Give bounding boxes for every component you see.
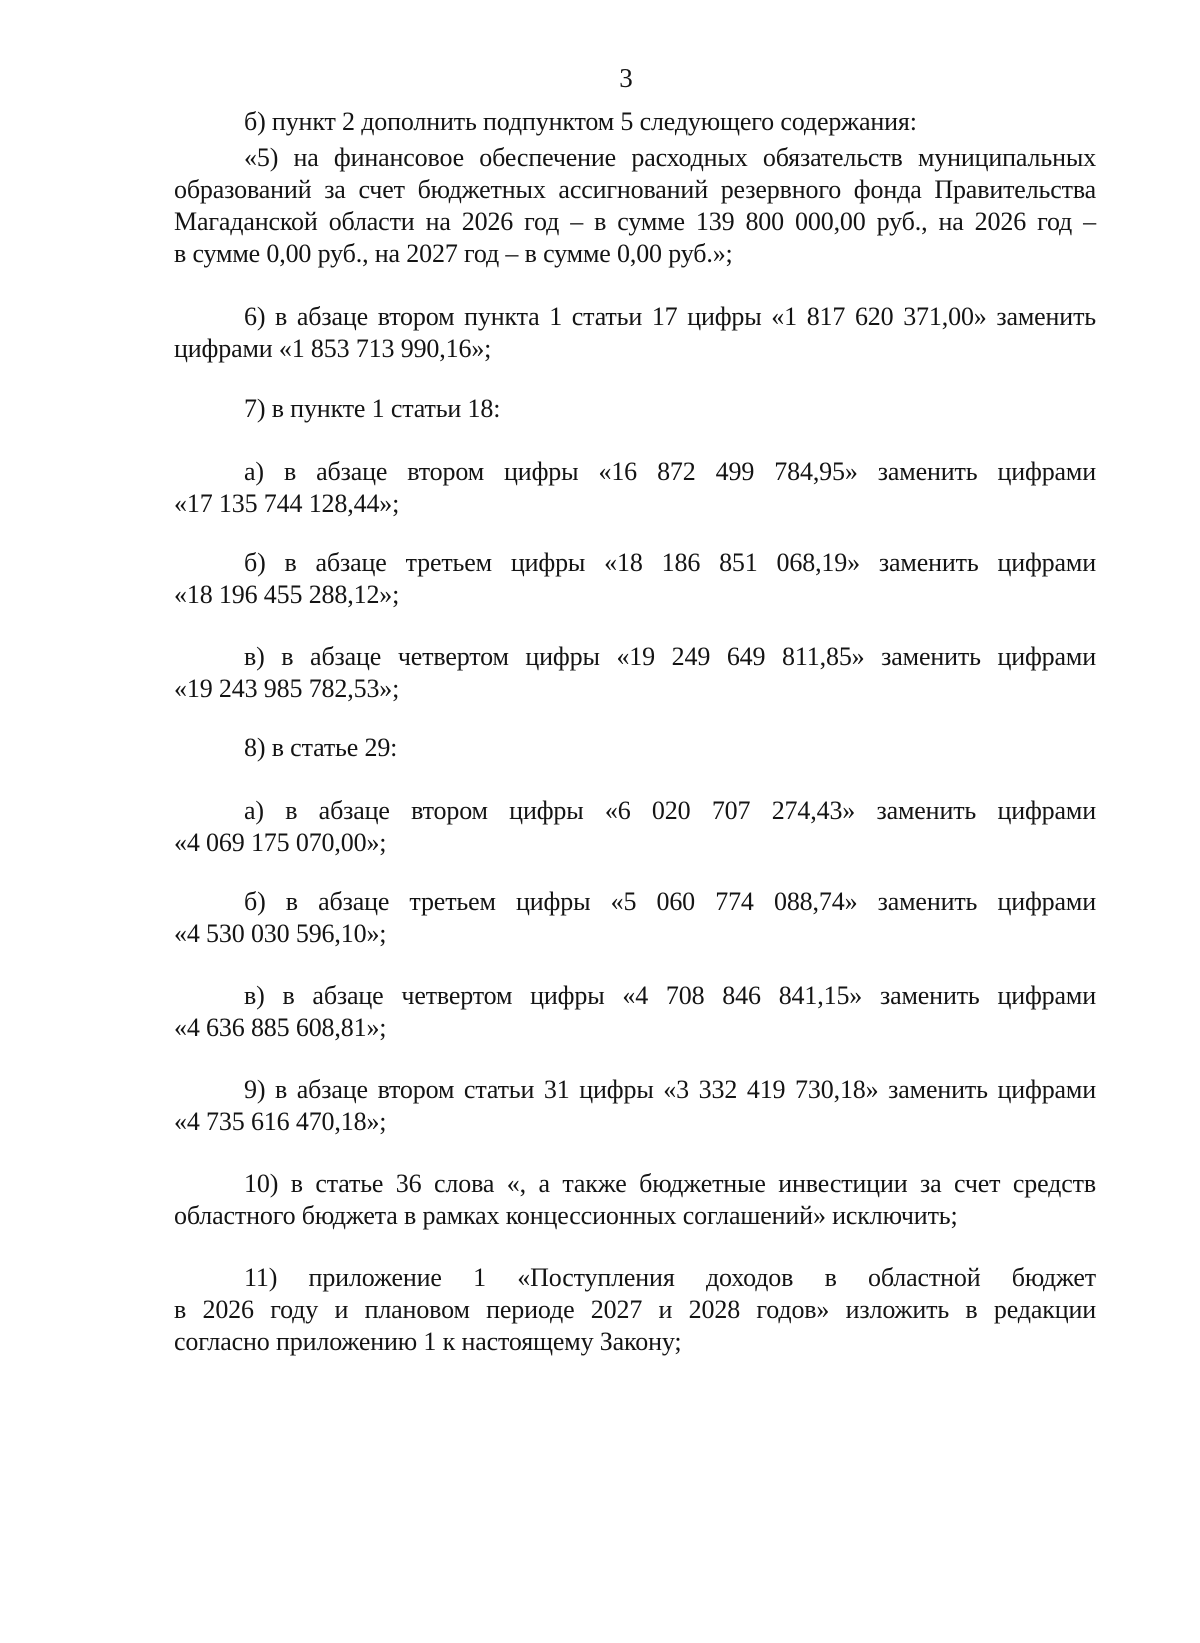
text-line: 8) в статье 29: [244,733,398,762]
text-line: б) в абзаце третьем цифры «18 186 851 068,19» заменить цифрами [244,548,1096,577]
text-line: 7) в пункте 1 статьи 18: [244,394,501,423]
text-line: цифрами «1 853 713 990,16»; [174,334,492,363]
text-line: а) в абзаце втором цифры «16 872 499 784,95» заменить цифрами [244,457,1096,486]
text-line: 10) в статье 36 слова «, а также бюджетные инвестиции за счет средств [244,1169,1096,1198]
text-line: областного бюджета в рамках концессионных соглашений» исключить; [174,1201,958,1230]
text-line: в) в абзаце четвертом цифры «19 249 649 811,85» заменить цифрами [244,642,1096,671]
text-line: «5) на финансовое обеспечение расходных обязательств муниципальных [244,143,1096,172]
text-line: образований за счет бюджетных ассигнований резервного фонда Правительства [174,175,1096,204]
text-line: в сумме 0,00 руб., на 2027 год – в сумме 0,00 руб.»; [174,239,733,268]
text-line: б) в абзаце третьем цифры «5 060 774 088,74» заменить цифрами [244,887,1096,916]
text-line: 6) в абзаце втором пункта 1 статьи 17 цифры «1 817 620 371,00» заменить [244,302,1096,331]
text-line: «4 530 030 596,10»; [174,919,387,948]
text-line: 9) в абзаце втором статьи 31 цифры «3 332 419 730,18» заменить цифрами [244,1075,1096,1104]
page-number: 3 [619,63,633,93]
text-line: «4 069 175 070,00»; [174,828,387,857]
text-line: «4 636 885 608,81»; [174,1013,387,1042]
text-line: согласно приложению 1 к настоящему Закону; [174,1327,682,1356]
text-line: «19 243 985 782,53»; [174,674,400,703]
text-line: «18 196 455 288,12»; [174,580,400,609]
text-line: Магаданской области на 2026 год – в сумме 139 800 000,00 руб., на 2026 год – [174,207,1096,236]
text-line: а) в абзаце втором цифры «6 020 707 274,43» заменить цифрами [244,796,1096,825]
text-line: в 2026 году и плановом периоде 2027 и 2028 годов» изложить в редакции [174,1295,1096,1324]
text-line: б) пункт 2 дополнить подпунктом 5 следующего содержания: [244,107,917,136]
text-line: «4 735 616 470,18»; [174,1107,387,1136]
text-line: 11) приложение 1 «Поступления доходов в областной бюджет [244,1263,1096,1292]
text-line: «17 135 744 128,44»; [174,489,400,518]
text-line: в) в абзаце четвертом цифры «4 708 846 841,15» заменить цифрами [244,981,1096,1010]
